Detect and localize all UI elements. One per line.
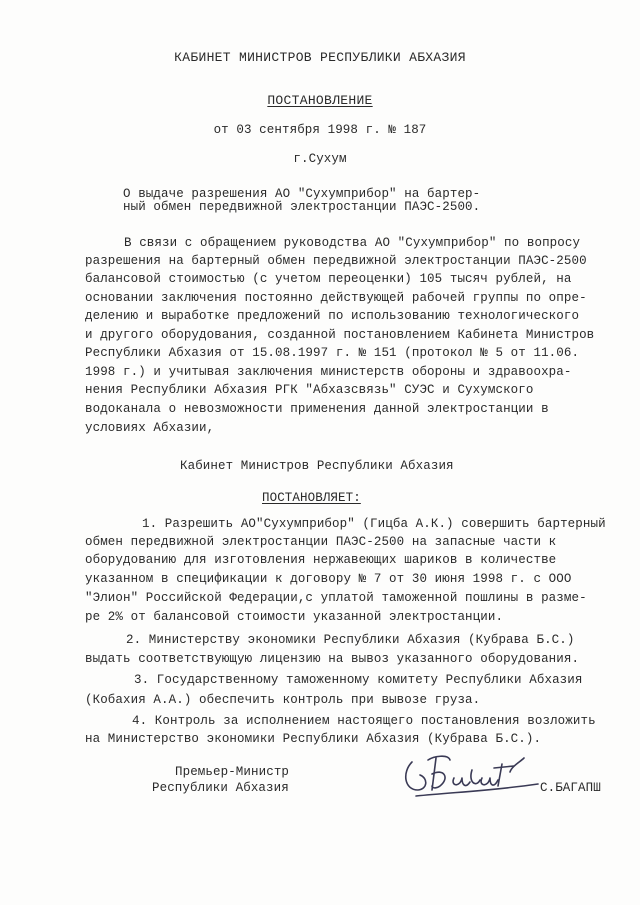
preamble-line: основании заключения постоянно действующей рабочей группы по опре-: [85, 291, 587, 305]
item-line: 1. Разрешить АО"Сухумприбор" (Гицба А.К.) совершить бартерный: [142, 517, 606, 531]
item-line: указанном в спецификации к договору № 7 от 30 июня 1998 г. с ООО: [85, 572, 572, 586]
preamble-line: Республики Абхазия от 15.08.1997 г. № 151 (протокол № 5 от 11.06.: [85, 346, 580, 360]
preamble-line: разрешения на бартерный обмен передвижной электростанции ПАЭС-2500: [85, 254, 587, 268]
org-header: КАБИНЕТ МИНИСТРОВ РЕСПУБЛИКИ АБХАЗИЯ: [174, 50, 466, 65]
item-line: 3. Государственному таможенному комитету Республики Абхазия: [134, 673, 583, 687]
item-line: обмен передвижной электростанции ПАЭС-2500 на запасные части к: [85, 535, 557, 549]
item-line: 4. Контроль за исполнением настоящего постановления возложить: [132, 714, 596, 728]
handwritten-signature: [398, 742, 548, 802]
city: г.Сухум: [293, 152, 347, 166]
item-line: на Министерство экономики Республики Абхазия (Кубрава Б.С.).: [85, 732, 542, 746]
doc-type-title: ПОСТАНОВЛЕНИЕ: [267, 93, 373, 108]
signer-position: Республики Абхазия: [152, 781, 289, 795]
item-line: выдать соответствующую лицензию на вывоз указанного оборудования.: [85, 652, 580, 666]
preamble-line: и другого оборудования, созданной постановлением Кабинета Министров: [85, 328, 595, 342]
preamble-line: нения Республики Абхазия РГК "Абхазсвязь" СУЭС и Сухумского: [85, 383, 534, 397]
signer-name: С.БАГАПШ: [540, 781, 601, 795]
item-line: ре 2% от балансовой стоимости указанной электростанции.: [85, 610, 504, 624]
preamble-line: балансовой стоимостью (с учетом переоценки) 105 тысяч рублей, на: [85, 272, 572, 286]
preamble-line: 1998 г.) и учитывая заключения министерств обороны и здравоохра-: [85, 365, 572, 379]
decrees-heading: ПОСТАНОВЛЯЕТ:: [262, 491, 361, 505]
item-line: 2. Министерству экономики Республики Абхазия (Кубрава Б.С.): [126, 633, 575, 647]
item-line: "Элион" Российской Федерации,с уплатой таможенной пошлины в разме-: [85, 591, 587, 605]
preamble-line: условиях Абхазии,: [85, 421, 215, 435]
preamble-line: В связи с обращением руководства АО "Сухумприбор" по вопросу: [124, 236, 581, 250]
signer-position: Премьер-Министр: [175, 765, 290, 779]
item-line: (Кобахия А.А.) обеспечить контроль при вывозе груза.: [85, 693, 481, 707]
preamble-line: водоканала о невозможности применения данной электростанции в: [85, 402, 549, 416]
subject-line: ный обмен передвижной электростанции ПАЭС-2500.: [123, 200, 481, 214]
item-line: оборудованию для изготовления нержавеющих шариков в количестве: [85, 553, 557, 567]
preamble-line: делению и выработке предложений по использованию технологического: [85, 309, 580, 323]
cabinet-heading: Кабинет Министров Республики Абхазия: [180, 459, 454, 473]
date-number: от 03 сентября 1998 г. № 187: [213, 123, 427, 137]
subject-line: О выдаче разрешения АО "Сухумприбор" на бартер-: [123, 187, 481, 201]
